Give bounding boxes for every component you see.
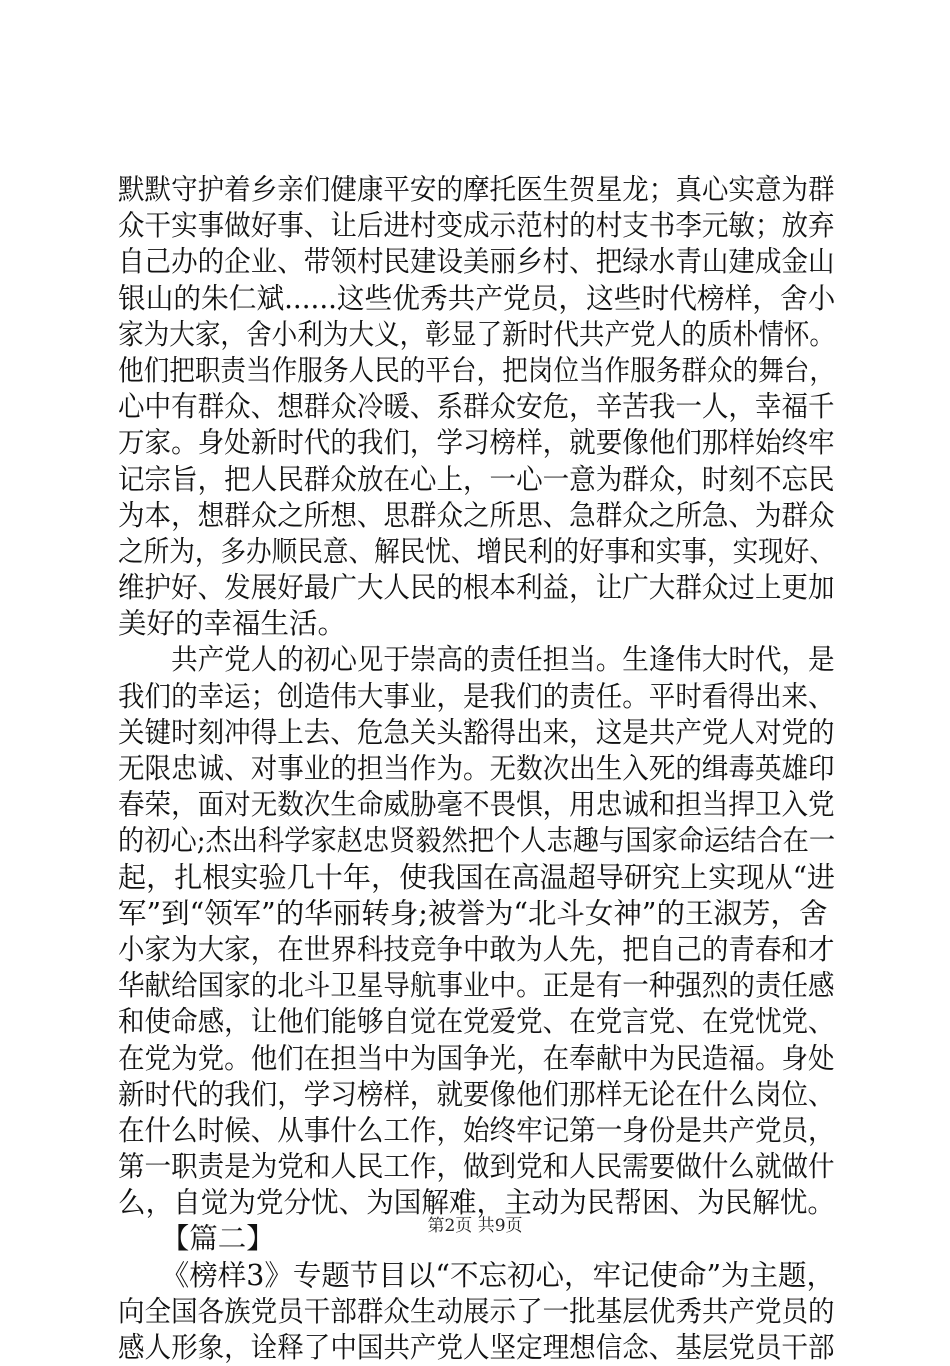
text-line: 军”到“领军”的华丽转身;被誉为“北斗女神”的王淑芳，舍 [118,896,828,930]
text-line: 默默守护着乡亲们健康平安的摩托医生贺星龙；真心实意为群 [118,173,835,206]
text-line: 为本，想群众之所想、思群众之所思、急群众之所急、为群众 [118,498,835,532]
text-line: 小家为大家，在世界科技竞争中敢为人先，把自己的青春和才 [118,932,835,966]
text-line: 众干实事做好事、让后进村变成示范村的村支书李元敏；放弃 [118,209,835,243]
text-line: 春荣，面对无数次生命威胁毫不畏惧，用忠诚和担当捍卫入党 [118,788,835,822]
text-line: 记宗旨，把人民群众放在心上，一心一意为群众，时刻不忘民 [118,462,835,496]
text-line: 维护好、发展好最广大人民的根本利益，让广大群众过上更加 [118,571,835,605]
text-line: 向全国各族党员干部群众生动展示了一批基层优秀共产党员的 [118,1294,835,1328]
text-line: 美好的幸福生活。 [118,607,347,641]
text-line: 在什么时候、从事什么工作，始终牢记第一身份是共产党员， [118,1113,835,1147]
text-line: 自己办的企业、带领村民建设美丽乡村、把绿水青山建成金山 [118,245,835,279]
text-line: 他们把职责当作服务人民的平台，把岗位当作服务群众的舞台， [118,353,836,387]
text-line: 我们的幸运；创造伟大事业，是我们的责任。平时看得出来、 [118,679,835,713]
text-line: 起，扎根实验几十年，使我国在高温超导研究上实现从“进 [118,860,836,894]
text-line: 新时代的我们，学习榜样，就要像他们那样无论在什么岗位、 [118,1077,835,1111]
text-line: 第一职责是为党和人民工作，做到党和人民需要做什么就做什 [118,1150,835,1184]
text-line: 银山的朱仁斌......这些优秀共产党员，这些时代榜样，舍小 [118,281,836,315]
text-line: 么，自觉为党分忧、为国解难，主动为民帮困、为民解忧。 [118,1186,836,1220]
text-line: 之所为，多办顺民意、解民忧、增民利的好事和实事，实现好、 [118,534,836,568]
text-line: 关键时刻冲得上去、危急关头豁得出来，这是共产党人对党的 [118,715,835,749]
text-line: 《榜样3》专题节目以“不忘初心，牢记使命”为主题， [118,1258,836,1292]
text-line: 和使命感，让他们能够自觉在党爱党、在党言党、在党忧党、 [118,1005,835,1039]
text-line: 共产党人的初心见于崇高的责任担当。生逢伟大时代，是 [118,643,835,677]
text-line: 无限忠诚、对事业的担当作为。无数次出生入死的缉毒英雄印 [118,752,835,785]
text-line: 家为大家，舍小利为大义，彰显了新时代共产党人的质朴情怀。 [118,317,836,351]
text-line: 华献给国家的北斗卫星导航事业中。正是有一种强烈的责任感 [118,969,835,1003]
text-line: 的初心;杰出科学家赵忠贤毅然把个人志趣与国家命运结合在一 [118,824,836,858]
text-line: 【篇二】 [118,1222,275,1256]
text-line: 感人形象，诠释了中国共产党人坚定理想信念、基层党员干部 [118,1331,835,1364]
text-line: 万家。身处新时代的我们，学习榜样，就要像他们那样始终牢 [118,426,835,460]
text-line: 在党为党。他们在担当中为国争光，在奉献中为民造福。身处 [118,1041,835,1075]
page-footer: 第2页 共9页 [427,1216,523,1236]
text-line: 心中有群众、想群众冷暖、系群众安危，辛苦我一人，幸福千 [118,390,835,424]
body-text [118,172,838,1366]
